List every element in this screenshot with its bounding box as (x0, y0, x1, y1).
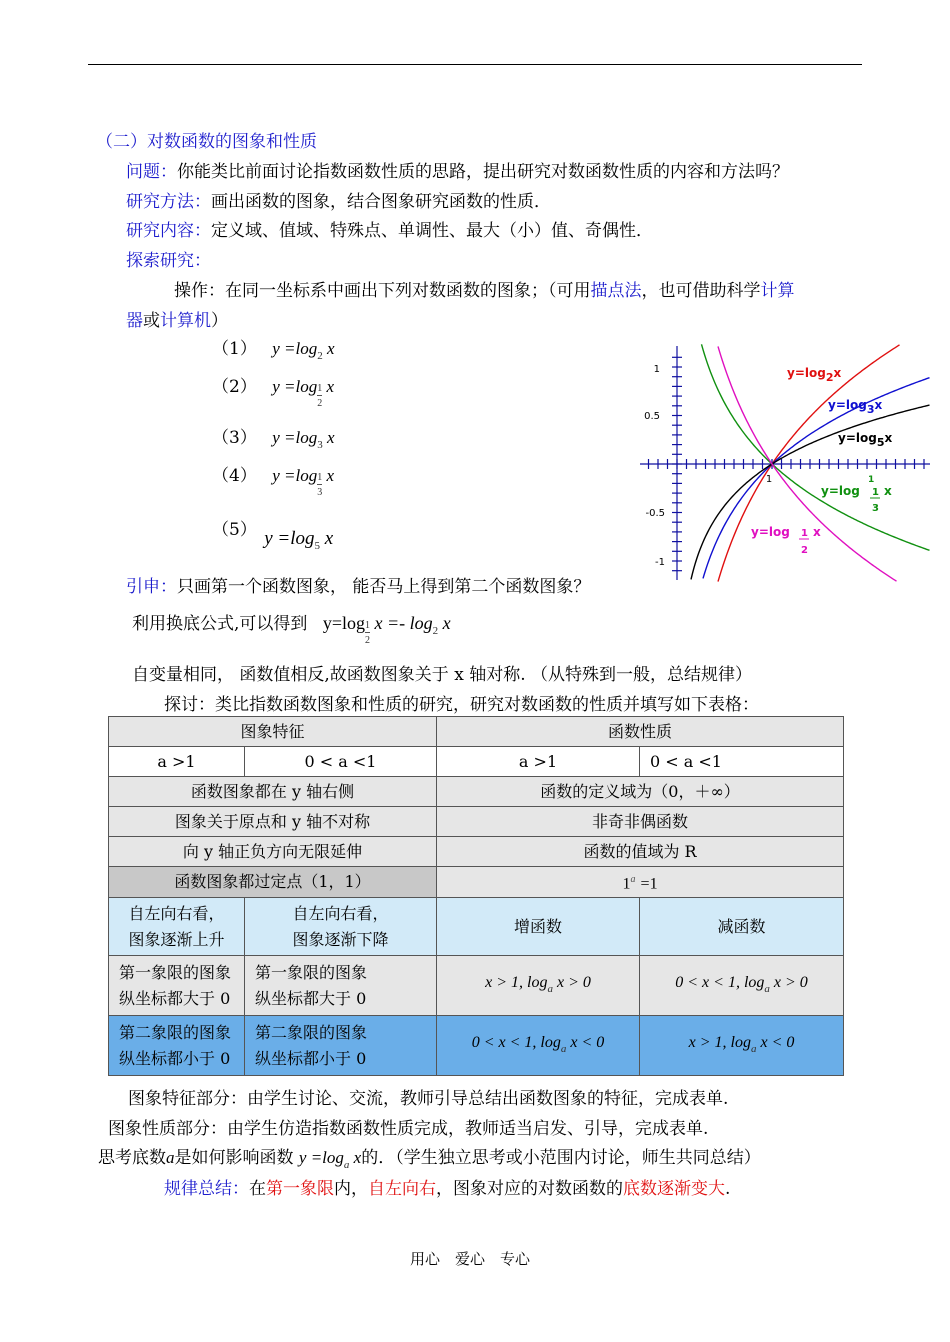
svg-text:x: x (813, 525, 821, 539)
row3-property: 函数的值域为 R (437, 837, 844, 867)
operation-text-2: ，也可借助科学 (641, 281, 761, 301)
svg-text:1: 1 (868, 475, 875, 485)
q2-property-1: 0 < x < 1, $\log_a x < 0$ (437, 1016, 640, 1076)
curve-log2 (718, 345, 900, 582)
svg-text:1: 1 (872, 487, 879, 498)
graph-axes (640, 346, 930, 580)
function-1 (212, 334, 335, 362)
head-function-properties: 函数性质 (437, 717, 844, 747)
link-calculator-cont[interactable]: 器 (126, 311, 143, 331)
y-tick-1: 1 (653, 364, 660, 375)
row2-property: 非奇非偶函数 (437, 807, 844, 837)
function-4-var: x (326, 466, 335, 485)
method-line (126, 187, 551, 212)
sub-a-gt-1-prop: a >1 (437, 747, 640, 777)
function-5-lhs: y =log (264, 528, 315, 549)
function-2-var: x (326, 377, 335, 396)
change-base-var: x (442, 613, 451, 633)
log-graph (640, 340, 932, 585)
link-calculator[interactable]: 计算 (760, 281, 795, 301)
function-2-num: （2） (212, 377, 257, 397)
after-line-1: 图象特征部分：由学生讨论、交流，教师引导总结出函数图象的特征，完成表单. (128, 1089, 729, 1109)
function-3 (212, 423, 335, 451)
change-base-base2: 2 (432, 625, 439, 637)
curve-log3 (703, 378, 930, 579)
q1-feature-2: 第一象限的图象 纵坐标都大于 0 (245, 956, 437, 1016)
q2-property-2: x > 1, $\log_a x < 0$ (640, 1016, 844, 1076)
x-tick-1: 1 (765, 474, 773, 485)
sub-a-lt-1: 0 < a <1 (245, 747, 437, 777)
label-log5: y=log5x (838, 431, 893, 449)
symmetry-line: 自变量相同， 函数值相反,故函数图象关于 x 轴对称. （从特殊到一般，总结规律） (132, 665, 753, 685)
function-2 (212, 372, 334, 409)
change-base-lhs: y=log (322, 613, 365, 633)
question-label: 问题： (126, 162, 177, 182)
table-row (109, 837, 844, 867)
table-row (109, 777, 844, 807)
after-line-3: 思考底数a是如何影响函数 $y =\log_a$ x的．（学生独立思考或小范围内讨论，师生共同总结） (98, 1148, 761, 1171)
table-head-row (109, 717, 844, 747)
svg-text:y=log: y=log (821, 484, 860, 498)
function-1-var: x (326, 339, 335, 358)
page-footer: 用心 爱心 专心 (410, 1250, 531, 1268)
after-line-2: 图象性质部分：由学生仿造指数函数性质完成，教师适当启发、引导，完成表单. (108, 1119, 709, 1139)
operation-text-end: ） (211, 311, 228, 331)
table-row (109, 867, 844, 898)
operation-line (174, 276, 795, 301)
sub-a-gt-1: a >1 (109, 747, 245, 777)
summary-label: 规律总结： (164, 1179, 249, 1199)
function-5-var: x (324, 528, 334, 549)
row4-feature: 函数图象都过定点（1，1） (109, 867, 437, 898)
function-5-base: 5 (314, 540, 321, 552)
y-tick-neg0.5: -0.5 (645, 508, 665, 519)
function-3-num: （3） (212, 428, 257, 448)
function-2-lhs: y =log (272, 377, 318, 396)
row4-property: 1$^a$ =1 (437, 867, 844, 898)
row2-feature: 图象关于原点和 y 轴不对称 (109, 807, 437, 837)
svg-text:x: x (884, 484, 892, 498)
svg-text:y=log: y=log (751, 525, 790, 539)
mono-decreasing: 减函数 (640, 898, 844, 956)
svg-text:2: 2 (801, 545, 808, 556)
function-1-num: （1） (212, 339, 257, 359)
change-base-mid: x =- log (374, 613, 433, 633)
q1-property-1: x > 1, $\log_a x > 0$ (437, 956, 640, 1016)
table-row-monotonic (109, 898, 844, 956)
mono-feature-2: 自左向右看， 图象逐渐下降 (245, 898, 437, 956)
function-3-var: x (326, 428, 335, 447)
operation-text-or: 或 (143, 311, 160, 331)
change-base-base: $\frac{1}{2}$ (364, 620, 370, 646)
head-image-features: 图象特征 (109, 717, 437, 747)
operation-text-1: 操作：在同一坐标系中画出下列对数函数的图象；（可用 (174, 281, 591, 301)
change-base-line (132, 609, 451, 646)
function-3-lhs: y =log (272, 428, 318, 447)
table-row-quadrant-1 (109, 956, 844, 1016)
table-sub-row (109, 747, 844, 777)
table-row (109, 807, 844, 837)
extension-text: 只画第一个函数图象， 能否马上得到第二个函数图象？ (177, 577, 591, 597)
function-3-base: 3 (317, 439, 323, 451)
content-label: 研究内容： (126, 221, 211, 241)
link-computer[interactable]: 计算机 (160, 311, 211, 331)
function-4-base: $\frac{1}{3}$ (317, 472, 323, 498)
sub-a-lt-1-prop: 0 < a <1 (640, 747, 844, 777)
function-4-lhs: y =log (272, 466, 318, 485)
q2-feature-2: 第二象限的图象 纵坐标都小于 0 (245, 1016, 437, 1076)
operation-line-2 (126, 306, 228, 331)
content-line (126, 216, 653, 241)
function-1-base: 2 (317, 350, 323, 362)
table-row-quadrant-2 (109, 1016, 844, 1076)
function-5 (212, 515, 334, 552)
method-label: 研究方法： (126, 192, 211, 212)
section-title: （二）对数函数的图象和性质 (96, 132, 317, 152)
extension-label: 引申： (126, 577, 177, 597)
label-log12 (751, 525, 821, 556)
function-4-num: （4） (212, 466, 257, 486)
q1-property-2: 0 < x < 1, $\log_a x > 0$ (640, 956, 844, 1016)
function-2-base: $\frac{1}{2}$ (317, 383, 323, 409)
row1-feature: 函数图象都在 y 轴右侧 (109, 777, 437, 807)
summary-line: 规律总结：在第一象限内，自左向右，图象对应的对数函数的底数逐渐变大. (164, 1179, 731, 1199)
mono-increasing: 增函数 (437, 898, 640, 956)
svg-text:1: 1 (801, 528, 808, 539)
content-text: 定义域、值域、特殊点、单调性、最大（小）值、奇偶性． (211, 221, 653, 241)
discuss-line: 探讨：类比指数函数图象和性质的研究，研究对数函数的性质并填写如下表格： (164, 695, 759, 715)
y-tick-neg1: -1 (655, 557, 665, 568)
extension-line (126, 572, 590, 597)
row3-feature: 向 y 轴正负方向无限延伸 (109, 837, 437, 867)
question-text: 你能类比前面讨论指数函数性质的思路，提出研究对数函数性质的内容和方法吗？ (177, 162, 789, 182)
link-plot-points[interactable]: 描点法 (590, 281, 642, 301)
row1-property: 函数的定义域为（0，＋∞） (437, 777, 844, 807)
explore-label: 探索研究： (126, 251, 211, 271)
q2-feature-1: 第二象限的图象 纵坐标都小于 0 (109, 1016, 245, 1076)
svg-text:3: 3 (872, 503, 879, 514)
method-text: 画出函数的图象，结合图象研究函数的性质． (211, 192, 551, 212)
y-tick-0.5: 0.5 (644, 411, 660, 422)
q1-feature-1: 第一象限的图象 纵坐标都大于 0 (109, 956, 245, 1016)
label-log13 (821, 475, 892, 514)
header-rule (88, 64, 862, 65)
question-line (126, 157, 789, 182)
function-1-lhs: y =log (272, 339, 318, 358)
function-4 (212, 461, 334, 498)
change-base-text: 利用换底公式,可以得到 (132, 614, 308, 634)
mono-feature-1: 自左向右看， 图象逐渐上升 (109, 898, 245, 956)
label-log3: y=log3x (828, 398, 883, 416)
label-log2: y=log2x (787, 366, 842, 384)
properties-table (108, 716, 844, 1076)
function-5-num: （5） (212, 520, 257, 540)
